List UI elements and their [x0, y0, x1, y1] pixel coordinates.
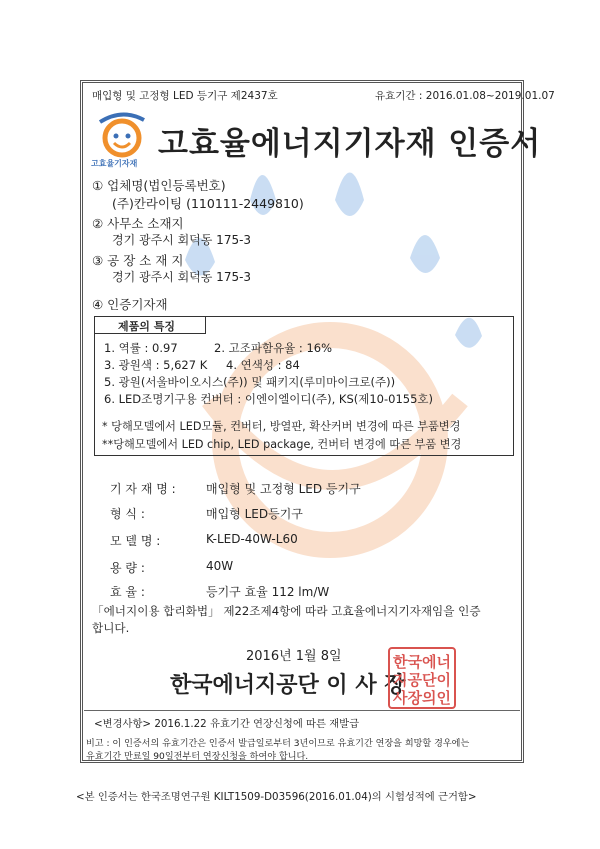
divider [84, 710, 520, 711]
seal-text: 사장의인 [393, 689, 451, 707]
seal-text: 지공단이 [393, 671, 451, 689]
certificate-category: 매입형 및 고정형 LED 등기구 제2437호 [92, 90, 278, 102]
power-factor: 1. 역률 : 0.97 [104, 341, 178, 355]
seal-text: 한국에너 [393, 653, 451, 671]
spec-value: 매입형 LED등기구 [206, 507, 303, 521]
certification-statement-end: 합니다. [92, 621, 130, 635]
office-heading: ② 사무소 소재지 [92, 216, 184, 231]
spec-label: 효 율 : [110, 585, 145, 599]
company-heading: ① 업체명(법인등록번호) [92, 178, 226, 193]
factory-heading: ③ 공 장 소 재 지 [92, 253, 184, 268]
certification-statement: 「에너지이용 합리화법」 제22조제4항에 따라 고효율에너지기자재임을 인증 [92, 604, 481, 618]
issue-date: 2016년 1월 8일 [246, 649, 342, 664]
company-value: (주)칸라이팅 (110111-2449810) [112, 196, 304, 211]
office-address: 경기 광주시 회덕동 175-3 [112, 233, 252, 247]
remark: 비고 : 이 인증서의 유효기간은 인증서 발급일로부터 3년이므로 유효기간 연장을 희망할 경우에는 [86, 739, 470, 749]
parts-change-note-2: **당해모델에서 LED chip, LED package, 컨버터 변경에 따른 부품 변경 [102, 438, 462, 451]
color-temperature: 3. 광원색 : 5,627 K [104, 358, 208, 372]
test-report-footer: <본 인증서는 한국조명연구원 KILT1509-D03596(2016.01.04)의 시험성적에 근거함> [76, 791, 477, 803]
remark-end: 유효기간 만료일 90일전부터 연장신청을 하여야 합니다. [86, 752, 309, 762]
spec-value: K-LED-40W-L60 [206, 532, 298, 546]
spec-label: 기 자 재 명 : [110, 482, 176, 496]
color-rendering: 4. 연색성 : 84 [226, 358, 300, 372]
converter: 6. LED조명기구용 컨버터 : 이엔이엘이디(주), KS(제10-0155호) [104, 392, 433, 406]
spec-label: 형 식 : [110, 507, 145, 521]
logo-label: 고효율기자재 [91, 159, 138, 168]
certificate-title: 고효율에너지기자재 인증서 [158, 126, 542, 162]
spec-value: 매입형 및 고정형 LED 등기구 [206, 482, 361, 496]
equipment-heading: ④ 인증기자재 [92, 297, 168, 312]
parts-change-note: * 당해모델에서 LED모듈, 컨버터, 방열판, 확산커버 변경에 따른 부품변경 [102, 420, 461, 433]
light-source: 5. 광원(서울바이오시스(주)) 및 패키지(루미마이크로(주)) [104, 375, 396, 389]
spec-label: 용 량 : [110, 561, 145, 575]
change-note: <변경사항> 2016.1.22 유효기간 연장신청에 따른 재발급 [94, 718, 360, 730]
spec-value: 등기구 효율 112 lm/W [206, 585, 330, 599]
validity-period: 유효기간 : 2016.01.08~2019.01.07 [375, 90, 555, 102]
spec-value: 40W [206, 559, 234, 573]
spec-label: 모 델 명 : [110, 534, 161, 548]
official-seal [388, 647, 456, 709]
factory-address: 경기 광주시 회덕동 175-3 [112, 270, 252, 284]
harmonic-content: 2. 고조파함유율 : 16% [214, 341, 333, 355]
features-label: 제품의 특징 [118, 320, 175, 333]
issuer-name: 한국에너지공단 이 사 장 [170, 673, 406, 698]
